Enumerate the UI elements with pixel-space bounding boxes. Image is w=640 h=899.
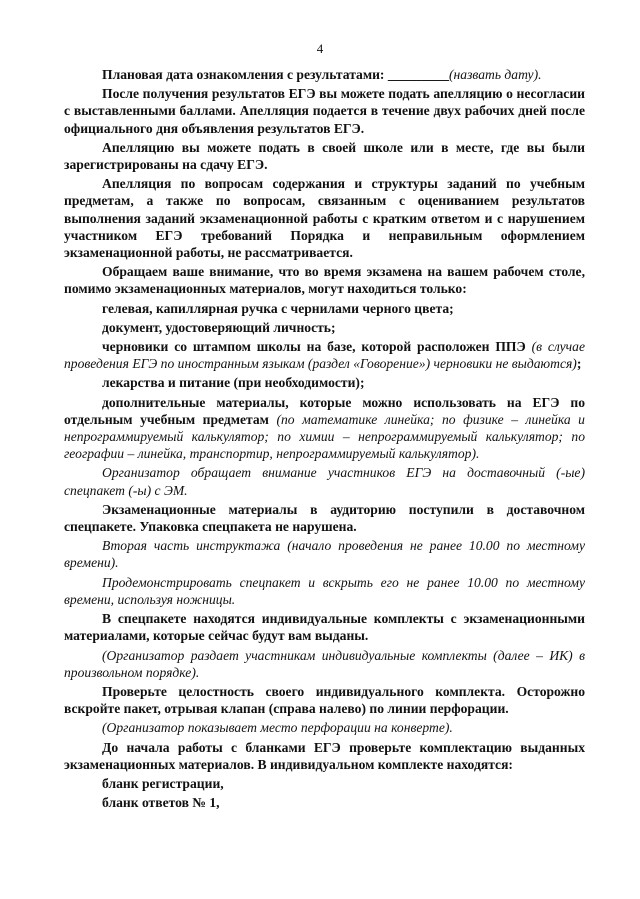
paragraph-check-completeness: До начала работы с бланками ЕГЭ проверьте комплектацию выданных экзаменационных материалов. В индивидуальном комплекте находятся: (64, 739, 585, 772)
paragraph-demonstrate-package: Продемонстрировать спецпакет и вскрыть его не ранее 10.00 по местному времени, используя ножницы. (64, 574, 585, 607)
list-item-answer-form-1: бланк ответов № 1, (102, 795, 220, 811)
list-item-drafts (64, 338, 585, 372)
paragraph-individual-kits: В спецпакете находятся индивидуальные комплекты с экзаменационными материалами, которые сейчас будут вам выданы. (64, 611, 585, 644)
paragraph-organizer-perforation: (Организатор показывает место перфорации на конверте). (102, 720, 453, 736)
paragraph-check-kit: Проверьте целостность своего индивидуального комплекта. Осторожно вскройте пакет, отрывая клапан (справа налево) по линии перфорации. (64, 683, 585, 717)
paragraph-second-part: Вторая часть инструктажа (начало проведения не ранее 10.00 по местному времени). (64, 538, 585, 571)
document-body (64, 66, 585, 813)
list-item-additional-materials (64, 394, 585, 463)
paragraph-desk-items-intro: Обращаем ваше внимание, что во время экзамена на вашем рабочем столе, помимо экзаменационных материалов, могут находиться только: (64, 264, 585, 297)
additional-materials-text: дополнительные материалы, которые можно использовать на ЕГЭ по отдельным учебным предметам (64, 394, 585, 427)
paragraph-appeal-place: Апелляцию вы можете подать в своей школе или в месте, где вы были зарегистрированы на сдачу ЕГЭ. (64, 139, 585, 173)
list-item-id-document: документ, удостоверяющий личность; (102, 319, 336, 335)
page-number: 4 (316, 41, 324, 56)
drafts-note: (в случае проведения ЕГЭ по иностранным языкам (раздел «Говорение») черновики не выдаются) (64, 339, 586, 372)
drafts-tail: ; (576, 356, 582, 372)
paragraph-appeal-info: После получения результатов ЕГЭ вы можете подать апелляцию о несогласии с выставленными баллами. Апелляция подается в течение двух рабочих дней после официального дня объявления результатов ЕГЭ. (64, 86, 585, 136)
paragraph-appeal-not-considered: Апелляция по вопросам содержания и структуры заданий по учебным предметам, а также по вопросам, связанным с оцениванием результатов выполнения заданий экзаменационной работы с кратким ответом и с нарушением участником ЕГЭ требований Порядка и неправильным оформлением экзаменационной работы, не рассматривается. (64, 176, 585, 261)
list-item-pen: гелевая, капиллярная ручка с чернилами черного цвета; (102, 300, 454, 316)
paragraph-organizer-distributes: (Организатор раздает участникам индивидуальные комплекты (далее – ИК) в произвольном порядке). (64, 647, 585, 680)
drafts-text: черновики со штампом школы на базе, которой расположен ППЭ (102, 339, 526, 355)
list-item-medicine-food: лекарства и питание (при необходимости); (102, 375, 365, 391)
paragraph-organizer-note-package: Организатор обращает внимание участников ЕГЭ на доставочный (-ые) спецпакет (-ы) с ЭМ. (64, 465, 585, 498)
paragraph-materials-delivered: Экзаменационные материалы в аудиторию поступили в доставочном спецпакете. Упаковка спецпакета не нарушена. (64, 501, 585, 535)
list-item-registration-form: бланк регистрации, (102, 775, 224, 791)
additional-materials-note: (по математике линейка; по физике – линейка и непрограммируемый калькулятор; по химии – непрограммируемый калькулятор; по географии – линейка, транспортир, непрограммируемый калькулятор). (64, 411, 585, 462)
results-date-hint: (назвать дату). (449, 67, 542, 82)
paragraph-results-date (64, 66, 585, 83)
results-date-text: Плановая дата ознакомления с результатами: _________ (102, 67, 450, 82)
